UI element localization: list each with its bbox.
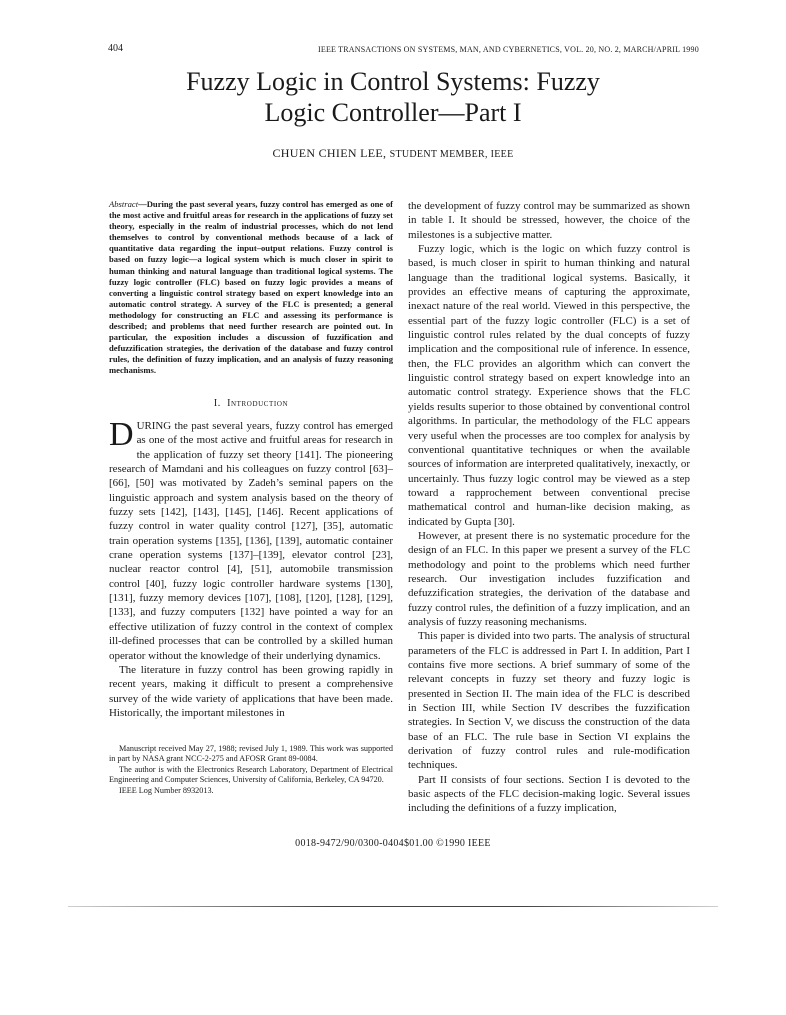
section-number: I. (213, 398, 221, 409)
paper-title (100, 66, 686, 128)
intro-paragraph-1-text: URING the past several years, fuzzy control has emerged as one of the most active and fruitful areas for research in the application of fuzzy set theory [141]. The pioneering research of Mamdani and his colleagues on fuzzy control [63]–[66], [50] was motivated by Zadeh’s seminal papers on the linguistic approach and system analysis based on the theory of fuzzy sets [142], [143], [145], [146]. Recent applications of fuzzy control in water quality control [127], [35], automatic train operation systems [135], [136], [139], automatic container crane operation systems [137]–[139], elevator control [23], nuclear reactor control [4], [51], automobile transmission control [40], fuzzy logic controller hardware systems [130], [131], fuzzy memory devices [107], [108], [120], [128], [129], [133], and fuzzy computers [132] have pointed a way for an effective utilization of fuzzy control in the context of complex ill-defined processes that can be controlled by a skilled human operator without the knowledge of their underlying dynamics. (109, 420, 393, 662)
right-column-body (408, 199, 690, 816)
page-number: 404 (108, 43, 123, 54)
right-paragraph-5: Part II consists of four sections. Section I is devoted to the basic aspects of the FLC decision-making logic. Several issues including the definitions of a fuzzy implication, (408, 773, 690, 815)
right-paragraph-4: This paper is divided into two parts. The analysis of structural parameters of the FLC is addressed in Part I. In addition, Part I contains five more sections. A brief summary of some of the relevant concepts in fuzzy set theory and fuzzy logic is presented in Section II. The main idea of the FLC is described in Section III, while Section IV describes the fuzzification strategies. In Section V, we discuss the construction of the data base of an FLC. The rule base in Section VI explains the derivation of fuzzy control rules and rule-modification techniques. (408, 630, 690, 772)
title-line-1: Fuzzy Logic in Control Systems: Fuzzy (186, 67, 600, 96)
left-column-body (109, 416, 393, 720)
copyright-line: 0018-9472/90/0300-0404$01.00 ©1990 IEEE (295, 838, 491, 849)
scan-edge-divider (68, 906, 718, 907)
footnote-log-number: IEEE Log Number 8932013. (119, 785, 214, 795)
abstract-text: —During the past several years, fuzzy control has emerged as one of the most active and fruitful areas for research in the applications of fuzzy set theory, especially in the realm of industrial processes, which do not lend themselves to control by conventional methods because of a lack of quantitative data regarding the input–output relations. Fuzzy control is based on fuzzy logic—a logical system which is much closer in spirit to human thinking and natural language than traditional logical systems. The fuzzy logic controller (FLC) based on fuzzy logic provides a means of converting a linguistic control strategy based on expert knowledge into an automatic control strategy. A survey of the FLC is presented; a general methodology for constructing an FLC and assessing its performance is described; and problems that need further research are pointed out. In particular, the exposition includes a discussion of fuzzification and defuzzification strategies, the derivation of the database and fuzzy control rules, the definition of fuzzy implication, and an analysis of fuzzy reasoning mechanisms. (109, 199, 393, 376)
right-paragraph-1: the development of fuzzy control may be summarized as shown in table I. It should be stressed, however, the choice of the milestones is a subjective matter. (408, 200, 690, 241)
right-paragraph-2: Fuzzy logic, which is the logic on which fuzzy control is based, is much closer in spirit to human thinking and natural language than the traditional logical systems. Basically, it provides an effective means of capturing the approximate, inexact nature of the real world. Viewed in this perspective, the essential part of the fuzzy logic controller (FLC) is a set of linguistic control rules related by the dual concepts of fuzzy implication and the compositional rule of inference. In essence, then, the FLC provides an algorithm which can convert the linguistic control strategy based on expert knowledge into an automatic control strategy. Experience shows that the FLC yields results superior to those obtained by conventional control algorithms. In particular, the methodology of the FLC appears very useful when the processes are too complex for analysis by conventional quantitative techniques or when the available sources of information are interpreted qualitatively, inexactly, or uncertainly. Thus fuzzy logic control may be viewed as a step toward a rapprochement between conventional precise mathematical control and human-like decision making, as indicated by Gupta [30]. (408, 243, 690, 528)
intro-paragraph-1 (109, 416, 393, 663)
intro-paragraph-2: The literature in fuzzy control has been growing rapidly in recent years, making it difficult to present a comprehensive survey of the wide variety of applications that have been made. Historically, the important milestones in (109, 663, 393, 719)
author-line (100, 146, 686, 161)
footnote (109, 744, 393, 796)
section-title: Introduction (227, 398, 289, 409)
footnote-manuscript: Manuscript received May 27, 1988; revised July 1, 1989. This work was supported in part by NASA grant NCC-2-275 and AFOSR Grant 89-0084. (109, 744, 393, 764)
drop-cap: D (109, 416, 134, 453)
section-heading (109, 398, 393, 409)
right-paragraph-3: However, at present there is no systematic procedure for the design of an FLC. In this paper we present a survey of the FLC methodology and point to the problems which need further research. Our investigation includes fuzzification and defuzzification strategies, the derivation of the database and fuzzy control rules, the definition of a fuzzy implication, and an analysis of fuzzy reasoning mechanisms. (408, 529, 690, 628)
abstract (109, 199, 393, 377)
journal-header: IEEE TRANSACTIONS ON SYSTEMS, MAN, AND CYBERNETICS, VOL. 20, NO. 2, MARCH/APRIL 1990 (318, 45, 699, 54)
abstract-label: Abstract (109, 199, 139, 209)
author-affiliation: STUDENT MEMBER, IEEE (389, 149, 514, 160)
title-line-2: Logic Controller—Part I (264, 98, 522, 127)
footnote-author-address: The author is with the Electronics Research Laboratory, Department of Electrical Engineering and Computer Sciences, University of California, Berkeley, CA 94720. (109, 764, 393, 785)
author-name: CHUEN CHIEN LEE, (272, 146, 387, 160)
